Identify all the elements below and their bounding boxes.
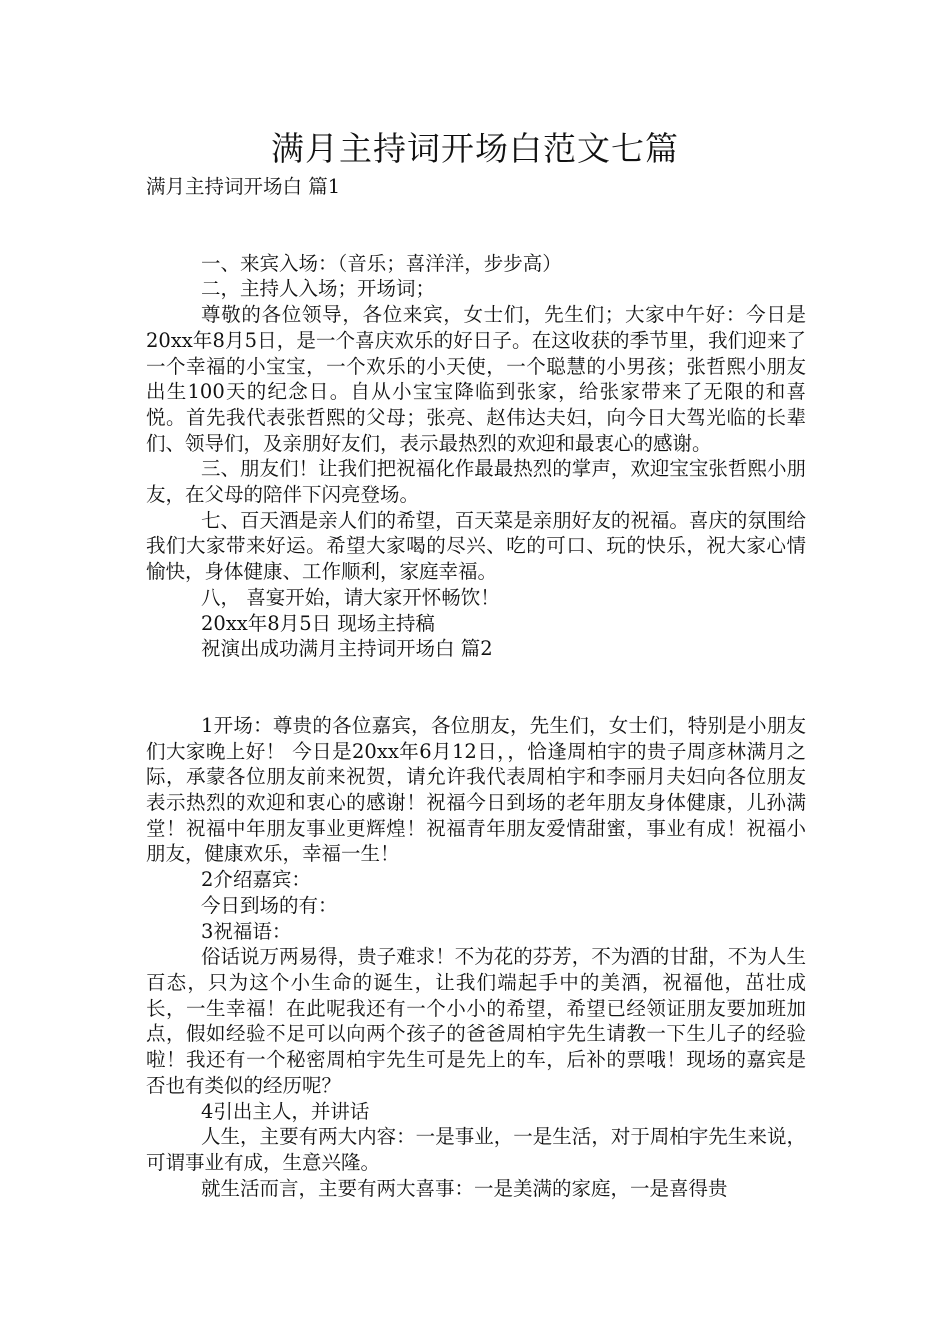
paragraph: 3祝福语： [201,919,292,943]
paragraph-gap [146,200,806,251]
paragraph: 三、朋友们！让我们把祝福化作最最热烈的掌声，欢迎宝宝张哲熙小朋友，在父母的陪伴下闪亮登场。 [146,457,806,507]
paragraph: 1开场：尊贵的各位嘉宾，各位朋友，先生们，女士们，特别是小朋友们大家晚上好！ 今日是20xx年6月12日，，恰逢周柏宇的贵子周彦林满月之际，承蒙各位朋友前来祝贺，请允许我代表周柏宇和李丽月夫妇向各位朋友表示热烈的欢迎和衷心的感谢！祝福今日到场的老年朋友身体健康，儿孙满堂！祝福中年朋友事业更辉煌！祝福青年朋友爱情甜蜜，事业有成！祝福小朋友，健康欢乐，幸福一生！ [146,713,806,866]
document-body [146,174,806,1201]
document-title: 满月主持词开场白范文七篇 [271,129,679,168]
paragraph: 二，主持人入场；开场词； [201,277,436,301]
paragraph: 尊敬的各位领导，各位来宾，女士们，先生们；大家中午好：今日是20xx年8月5日，是一个喜庆欢乐的好日子。在这收获的季节里，我们迎来了一个幸福的小宝宝，一个欢乐的小天使，一个聪慧的小男孩；张哲熙小朋友出生100天的纪念日。自从小宝宝降临到张家，给张家带来了无限的和喜悦。首先我代表张哲熙的父母；张亮、赵伟达夫妇，向今日大驾光临的长辈们、领导们，及亲朋好友们，表示最热烈的欢迎和最衷心的感谢。 [146,303,806,455]
section-heading: 祝演出成功满月主持词开场白 篇2 [201,637,493,661]
section-heading: 满月主持词开场白 篇1 [146,175,341,198]
paragraph-gap [146,662,806,713]
paragraph: 就生活而言，主要有两大喜事：一是美满的家庭，一是喜得贵 [201,1176,728,1200]
paragraph: 八， 喜宴开始，请大家开怀畅饮！ [201,585,500,609]
paragraph: 人生，主要有两大内容：一是事业，一是生活，对于周柏宇先生来说，可谓事业有成，生意兴隆。 [146,1125,806,1174]
paragraph: 20xx年8月5日 现场主持稿 [201,611,435,635]
paragraph: 七、百天酒是亲人们的希望，百天菜是亲朋好友的祝福。喜庆的氛围给我们大家带来好运。希望大家喝的尽兴、吃的可口、玩的快乐，祝大家心情愉快，身体健康、工作顺利，家庭幸福。 [146,508,806,584]
paragraph: 4引出主人，并讲话 [201,1099,370,1123]
paragraph: 2介绍嘉宾： [201,868,311,892]
paragraph: 俗话说万两易得，贵子难求！不为花的芬芳，不为酒的甘甜，不为人生百态，只为这个小生命的诞生，让我们端起手中的美酒，祝福他，茁壮成长，一生幸福！在此呢我还有一个小小的希望，希望已经领证朋友要加班加点，假如经验不足可以向两个孩子的爸爸周柏宇先生请教一下生儿子的经验啦！我还有一个秘密周柏宇先生可是先上的车，后补的票哦！现场的嘉宾是否也有类似的经历呢？ [146,945,806,1097]
paragraph: 一、来宾入场：（音乐；喜洋洋，步步高） [201,251,562,275]
paragraph: 今日到场的有： [201,893,338,917]
